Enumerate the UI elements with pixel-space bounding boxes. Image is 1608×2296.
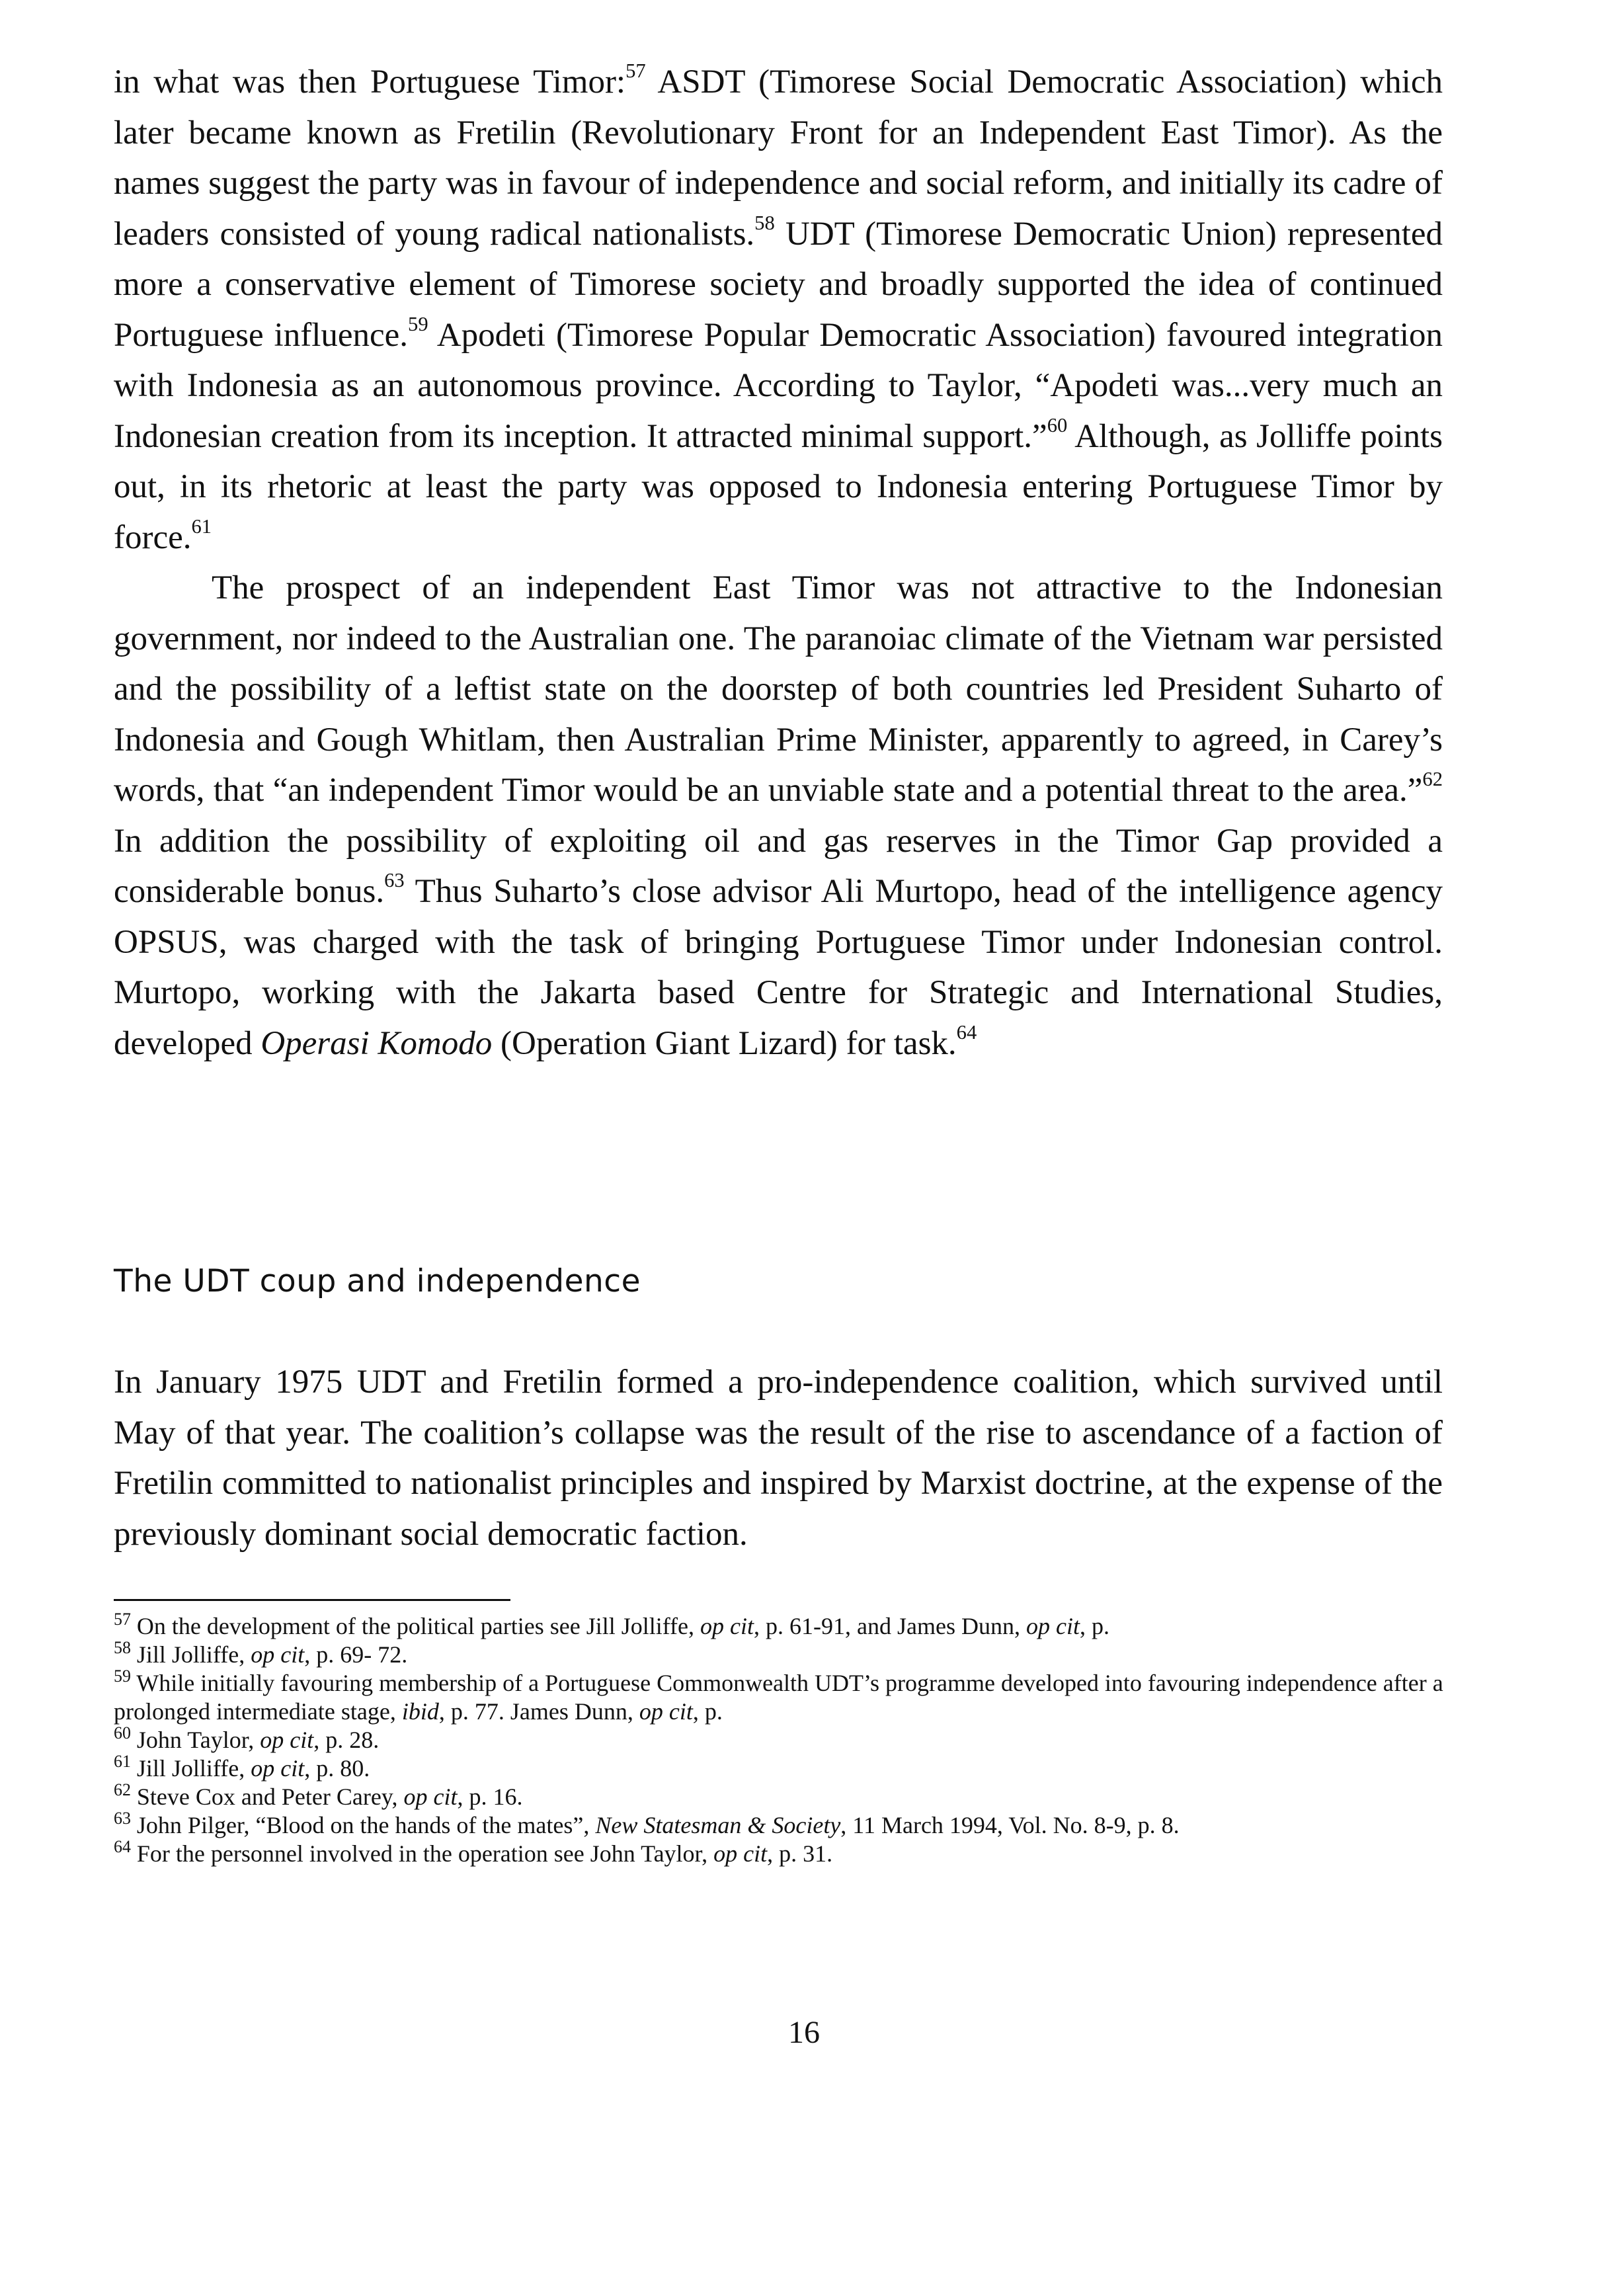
text-run: , p. 77. James Dunn,	[438, 1698, 639, 1725]
text-run: While initially favouring membership of a Portuguese Commonwealth UDT’s programme developed into favouring independence after a prolonged intermediate stage,	[114, 1670, 1443, 1725]
italic-text: op cit	[700, 1613, 754, 1639]
text-run: On the development of the political parties see Jill Jolliffe,	[136, 1613, 701, 1639]
text-run: John Taylor,	[136, 1727, 261, 1753]
footnotes	[114, 1609, 1496, 1868]
footnote	[114, 1723, 1496, 1754]
italic-text: ibid	[401, 1698, 439, 1725]
italic-text: op cit	[1025, 1613, 1080, 1639]
footnote-reference: 60	[1047, 413, 1068, 436]
italic-text: op cit	[251, 1641, 305, 1668]
section-body-text	[114, 1357, 1443, 1559]
text-run: , p. 31.	[767, 1840, 833, 1867]
text-run: , p. 69- 72.	[304, 1641, 408, 1668]
text-run: Apodeti (Timorese Popular Democratic Association) favoured integration with Indonesia as an autonomous province. According to Taylor, “Apodeti was...very much an Indonesian creation from its inception. It attracted minimal support.”	[114, 316, 1443, 455]
text-run: , p.	[692, 1698, 723, 1725]
footnote-number: 59	[114, 1666, 131, 1686]
text-run: In January 1975 UDT and Fretilin formed a pro-independence coalition, which survived until May of that year. The coalition’s collapse was the result of the rise to ascendance of a faction of Fretilin committed to nationalist principles and inspired by Marxist doctrine, at the expense of the previously dominant social democratic faction.	[114, 1364, 1443, 1553]
footnote-number: 57	[114, 1609, 131, 1629]
footnote-reference: 58	[754, 211, 775, 234]
footnote-reference: 57	[625, 60, 646, 83]
text-run: Thus Suharto’s close advisor Ali Murtopo, head of the intelligence agency OPSUS, was charged with the task of bringing Portuguese Timor under Indonesian control. Murtopo, working with the Jakarta based Centre for Strategic and International Studies, developed	[114, 873, 1443, 1062]
italic-text: New Statesman & Society	[595, 1812, 841, 1838]
text-run: (Operation Giant Lizard) for task.	[492, 1024, 957, 1062]
footnote	[114, 1836, 1496, 1868]
footnote-number: 58	[114, 1637, 131, 1657]
footnote	[114, 1780, 1496, 1811]
text-run: in what was then Portuguese Timor:	[114, 63, 626, 101]
text-run: , p. 28.	[313, 1727, 380, 1753]
footnote-number: 64	[114, 1836, 131, 1856]
footnote-number: 63	[114, 1808, 131, 1828]
text-run: Steve Cox and Peter Carey,	[136, 1784, 404, 1810]
footnote	[114, 1808, 1496, 1840]
section-heading: The UDT coup and independence	[114, 1263, 641, 1299]
footnote-reference: 59	[408, 312, 428, 335]
italic-text: op cit	[713, 1840, 768, 1867]
footnote-reference: 64	[956, 1020, 977, 1044]
text-run: Jill Jolliffe,	[136, 1641, 251, 1668]
text-run: UDT (Timorese Democratic Union) represented more a conservative element of Timorese society and broadly supported the idea of continued Portuguese influence.	[114, 215, 1443, 354]
text-run: For the personnel involved in the operation see John Taylor,	[136, 1840, 714, 1867]
italic-text: op cit	[260, 1727, 314, 1753]
footnote-number: 60	[114, 1723, 131, 1742]
text-run: In addition the possibility of exploiting oil and gas reserves in the Timor Gap provided a considerable bonus.	[114, 822, 1443, 910]
footnote-number: 62	[114, 1780, 131, 1799]
text-run: , p. 80.	[304, 1755, 370, 1782]
footnote	[114, 1666, 1496, 1726]
footnote	[114, 1609, 1496, 1641]
footnote	[114, 1751, 1496, 1783]
text-run: , p. 16.	[457, 1784, 523, 1810]
footnote-reference: 63	[384, 869, 405, 892]
footnote	[114, 1637, 1496, 1669]
text-run: Jill Jolliffe,	[136, 1755, 251, 1782]
italic-text: op cit	[251, 1755, 305, 1782]
body-paragraph	[114, 563, 1443, 1069]
main-body-text	[114, 57, 1443, 1069]
italic-text: op cit	[403, 1784, 458, 1810]
footnote-number: 61	[114, 1751, 131, 1771]
page-number: 16	[788, 2015, 820, 2050]
text-run: , p. 61-91, and James Dunn,	[754, 1613, 1026, 1639]
footnote-reference: 62	[1422, 768, 1443, 791]
footnote-separator	[114, 1599, 510, 1601]
italic-text: Operasi Komodo	[261, 1024, 493, 1062]
text-run: Although, as Jolliffe points out, in its rhetoric at least the party was opposed to Indonesia entering Portuguese Timor by force.	[114, 417, 1443, 556]
text-run: John Pilger, “Blood on the hands of the mates”,	[136, 1812, 596, 1838]
body-paragraph	[114, 1357, 1443, 1559]
text-run: , 11 March 1994, Vol. No. 8-9, p. 8.	[840, 1812, 1180, 1838]
text-run: , p.	[1079, 1613, 1109, 1639]
body-paragraph	[114, 57, 1443, 563]
text-run: The prospect of an independent East Timor was not attractive to the Indonesian government, nor indeed to the Australian one. The paranoiac climate of the Vietnam war persisted and the possibility of a leftist state on the doorstep of both countries led President Suharto of Indonesia and Gough Whitlam, then Australian Prime Minister, apparently to agreed, in Carey’s words, that “an independent Timor would be an unviable state and a potential threat to the area.”	[114, 569, 1443, 809]
italic-text: op cit	[639, 1698, 693, 1725]
text-run: ASDT (Timorese Social Democratic Association) which later became known as Fretilin (Revolutionary Front for an Independent East Timor). As the names suggest the party was in favour of independence and social reform, and initially its cadre of leaders consisted of young radical nationalists.	[114, 63, 1443, 253]
footnote-reference: 61	[191, 514, 212, 538]
